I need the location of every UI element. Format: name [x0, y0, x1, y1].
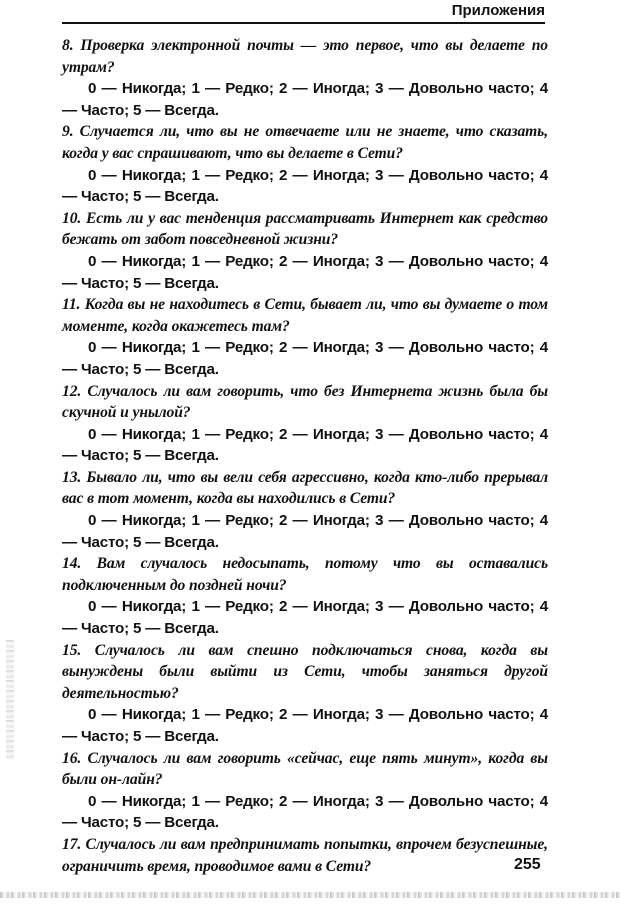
page-number: 255 — [514, 856, 541, 873]
question-11: 11. Когда вы не находитесь в Сети, бывает ли, что вы думаете о том моменте, когда окажетесь там? — [62, 296, 548, 335]
answer-scale-15: 0 — Никогда; 1 — Редко; 2 — Иногда; 3 — Довольно часто; 4 — Часто; 5 — Всегда. — [62, 706, 548, 745]
question-13: 13. Бывало ли, что вы вели себя агрессивно, когда кто-либо прерывал вас в тот момент, когда вы находились в Сети? — [62, 468, 548, 508]
question-12: 12. Случалось ли вам говорить, что без Интернета жизнь была бы скучной и унылой? — [62, 382, 548, 422]
question-15: 15. Случалось ли вам спешно подключаться снова, когда вы вынуждены были выйти из Сети, чтобы заняться другой деятельностью? — [62, 641, 548, 702]
answer-scale-16: 0 — Никогда; 1 — Редко; 2 — Иногда; 3 — Довольно часто; 4 — Часто; 5 — Всегда. — [62, 792, 548, 832]
question-8: 8. Проверка электронной почты — это первое, что вы делаете по утрам? — [62, 37, 548, 76]
section-title: Приложения — [448, 2, 545, 20]
answer-scale-9: 0 — Никогда; 1 — Редко; 2 — Иногда; 3 — Довольно часто; 4 — Часто; 5 — Всегда. — [62, 166, 548, 206]
running-header — [62, 0, 545, 24]
scan-artifact-bottom — [0, 892, 620, 898]
questionnaire-body — [62, 35, 548, 877]
answer-scale-11: 0 — Никогда; 1 — Редко; 2 — Иногда; 3 — Довольно часто; 4 — Часто; 5 — Всегда. — [62, 339, 548, 378]
question-9: 9. Случается ли, что вы не отвечаете или не знаете, что сказать, когда у вас спрашивают, что вы делаете в Сети? — [62, 123, 548, 162]
answer-scale-13: 0 — Никогда; 1 — Редко; 2 — Иногда; 3 — Довольно часто; 4 — Часто; 5 — Всегда. — [62, 512, 548, 551]
answer-scale-10: 0 — Никогда; 1 — Редко; 2 — Иногда; 3 — Довольно часто; 4 — Часто; 5 — Всегда. — [62, 252, 548, 292]
scan-artifact-left — [6, 640, 14, 760]
question-17: 17. Случалось ли вам предпринимать попытки, впрочем безуспешные, ограничить время, проводимое вами в Сети? — [62, 835, 548, 875]
answer-scale-8: 0 — Никогда; 1 — Редко; 2 — Иногда; 3 — Довольно часто; 4 — Часто; 5 — Всегда. — [62, 80, 548, 119]
question-10: 10. Есть ли у вас тенденция рассматривать Интернет как средство бежать от забот повседневной жизни? — [62, 209, 548, 249]
answer-scale-14: 0 — Никогда; 1 — Редко; 2 — Иногда; 3 — Довольно часто; 4 — Часто; 5 — Всегда. — [62, 598, 548, 638]
question-16: 16. Случалось ли вам говорить «сейчас, еще пять минут», когда вы были он-лайн? — [62, 749, 548, 789]
answer-scale-12: 0 — Никогда; 1 — Редко; 2 — Иногда; 3 — Довольно часто; 4 — Часто; 5 — Всегда. — [62, 425, 548, 465]
question-14: 14. Вам случалось недосыпать, потому что вы оставались подключенным до поздней ночи? — [62, 555, 548, 594]
